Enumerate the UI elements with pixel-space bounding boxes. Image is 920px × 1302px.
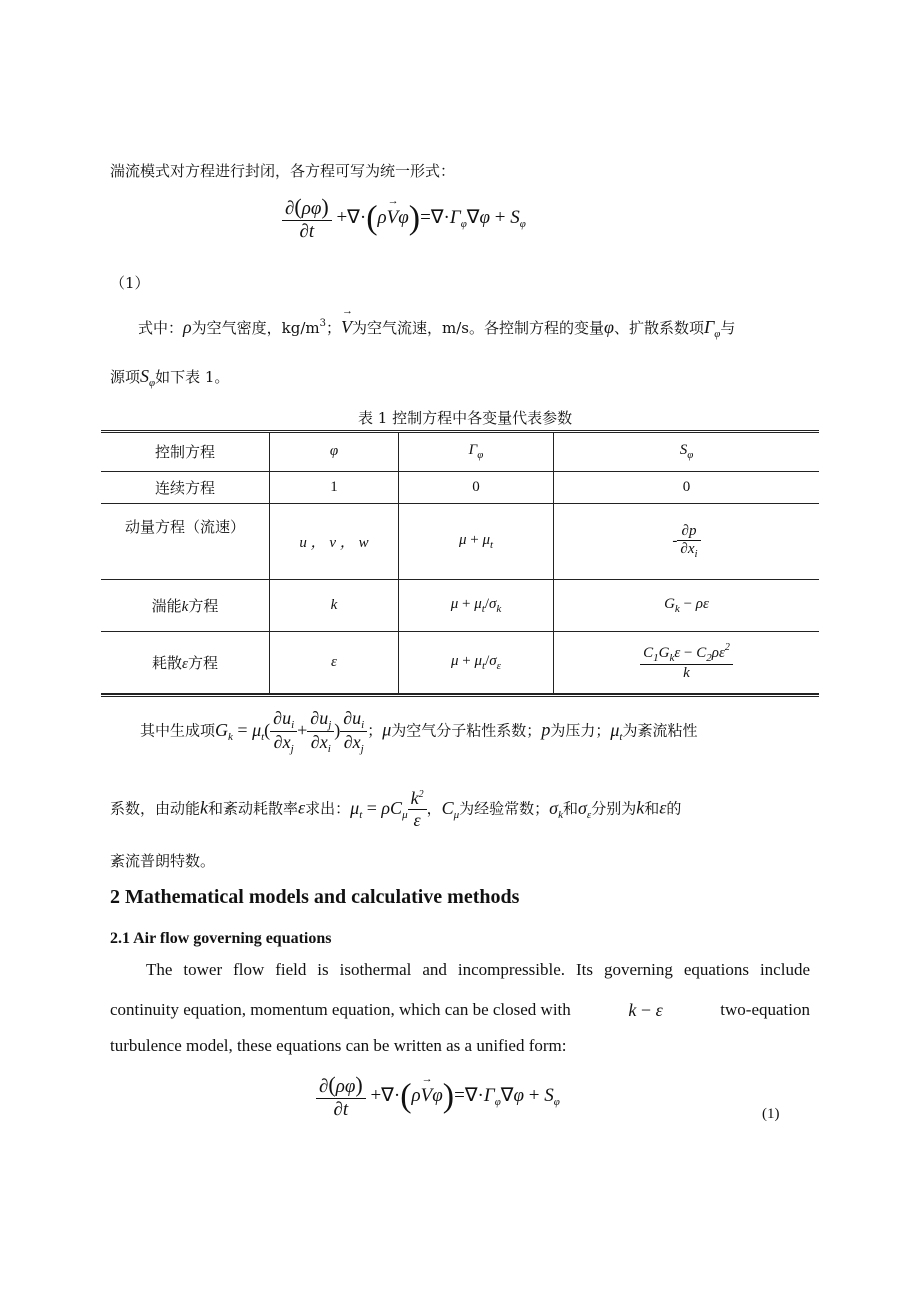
paragraph-line-1: The tower flow field is isothermal and incompressible. Its governing equations include <box>146 960 810 979</box>
row-k-name: 湍能k方程 <box>151 596 219 615</box>
section-heading: 2 Mathematical models and calculative methods <box>110 886 520 908</box>
row-epsilon-source: $\frac{C_1G_k\varepsilon - C_2\rho\varepsilon^2}{k}$ <box>554 631 820 693</box>
governing-equation: $\frac{\partial(\rho\varphi)}{\partial t}$ $+\nabla\cdot(\rho\to V\varphi)=\nabla\cdot\Gamma_\varphi\nabla\varphi + S_\varphi$ <box>282 194 526 243</box>
equation-number-en: (1) <box>762 1106 780 1122</box>
table-header-row <box>101 433 819 471</box>
variable-description: 式中：ρ为空气密度，$kg/m^3$；→ V为空气流速，m/s。各控制方程的变量φ、扩散系数项$\Gamma_\varphi$与 <box>138 317 735 340</box>
row-momentum-name: 动量方程（流速） <box>124 517 245 536</box>
row-epsilon-name: 耗散ε方程 <box>152 653 218 672</box>
variable-description-2: 源项$S_\varphi$如下表 1。 <box>110 366 230 389</box>
generation-term-line: 其中生成项$G_k = \mu_t$( $\frac{\partial u_i}{\partial x_j}$ + $\frac{\partial u_j}{\partial x_i}$ ) $\frac{\partial u_i}{\partial x_j}$ ；μ为空气分子粘性系数；p为压力；$\mu_t$为紊流粘性 <box>140 708 698 755</box>
paragraph-line-3: turbulence model, these equations can be written as a unified form: <box>110 1036 567 1055</box>
row-k-phi: k <box>270 579 399 631</box>
paragraph-line-2: continuity equation, momentum equation, which can be closed with k − ε two-equation <box>110 1000 810 1020</box>
header-source: $S_\varphi$ <box>554 433 820 471</box>
row-continuity-name: 连续方程 <box>154 478 215 497</box>
table-row <box>101 471 819 503</box>
parameter-table <box>101 430 819 697</box>
row-epsilon-phi: ε <box>270 631 399 693</box>
row-k-gamma: $\mu + \mu_t/\sigma_k$ <box>399 579 554 631</box>
table-row <box>101 631 819 693</box>
table-row <box>101 579 819 631</box>
row-epsilon-gamma: $\mu + \mu_t/\sigma_\varepsilon$ <box>399 631 554 693</box>
table-caption: 表 1 控制方程中各变量代表参数 <box>358 409 573 427</box>
subsection-heading: 2.1 Air flow governing equations <box>110 930 332 947</box>
row-momentum-gamma: $\mu + \mu_t$ <box>399 503 554 579</box>
table-row <box>101 503 819 579</box>
row-continuity-source: 0 <box>554 471 820 503</box>
header-phi: φ <box>270 433 399 471</box>
row-momentum-phi: u ， v ， w <box>270 503 399 579</box>
header-equation: 控制方程 <box>154 443 215 462</box>
header-gamma: $\Gamma_\varphi$ <box>399 433 554 471</box>
row-k-source: $G_k - \rho\varepsilon$ <box>554 579 820 631</box>
equation-number: （1） <box>110 274 150 292</box>
intro-line: 湍流模式对方程进行封闭，各方程可写为统一形式： <box>110 162 456 180</box>
row-continuity-gamma: 0 <box>399 471 554 503</box>
governing-equation-en: $\frac{\partial(\rho\varphi)}{\partial t}$ $+\nabla\cdot(\rho\to V\varphi)=\nabla\cdot\Gamma_\varphi\nabla\varphi + S_\varphi$ <box>316 1072 560 1121</box>
row-continuity-phi: 1 <box>270 471 399 503</box>
prandtl-line: 紊流普朗特数。 <box>110 852 216 870</box>
viscosity-line: 系数，由动能k和紊动耗散率ε求出：$\mu_t = \rho C_\mu$ $\frac{k^2}{\varepsilon}$ ，$C_\mu$为经验常数；$\sigma_k$和$\sigma_\varepsilon$分别为k和ε的 <box>110 788 682 830</box>
row-momentum-source: - $\frac{\partial p}{\partial x_i}$ <box>554 503 820 579</box>
